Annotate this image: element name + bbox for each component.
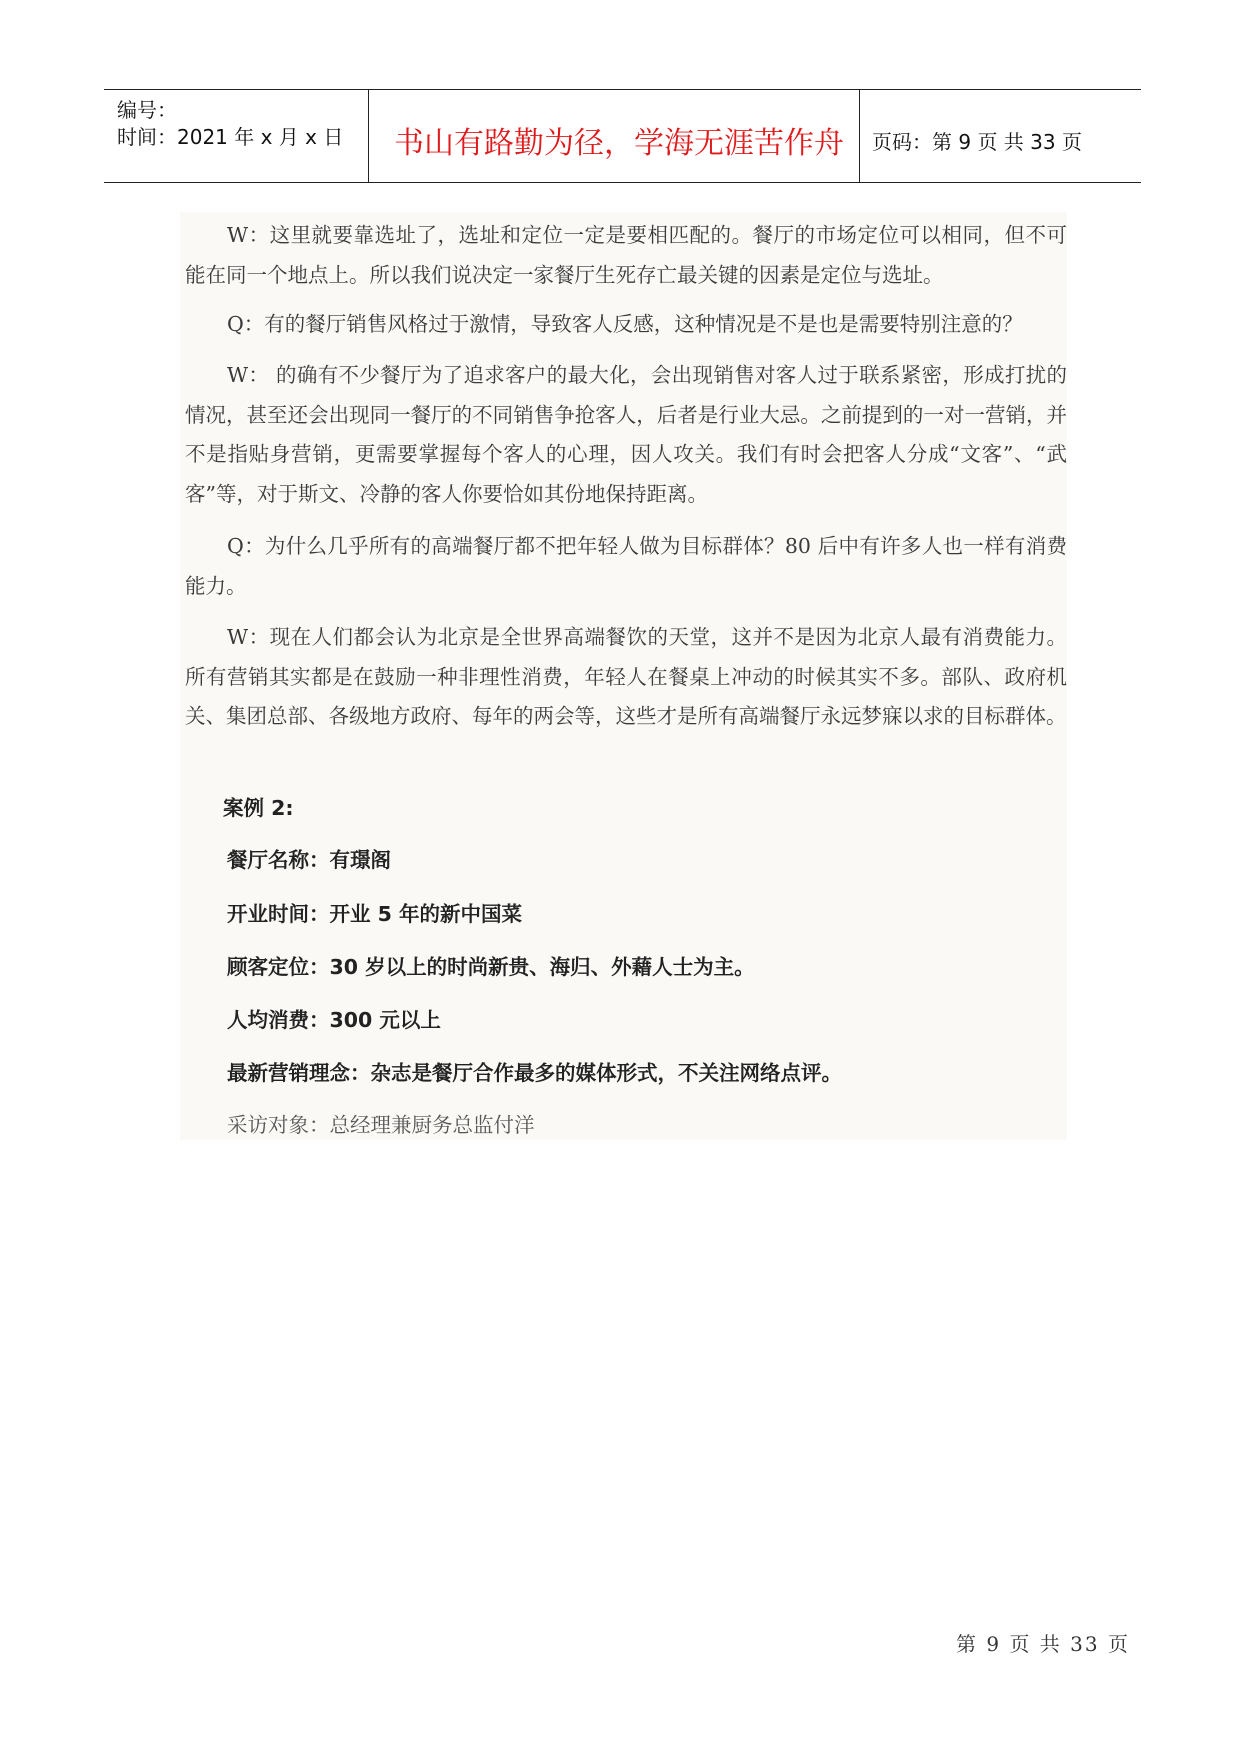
- case-restaurant-name: 餐厅名称：有璟阁: [227, 848, 391, 872]
- case-average-spending: 人均消费：300 元以上: [227, 1008, 441, 1032]
- paragraph-answer-target-group: W：现在人们都会认为北京是全世界高端餐饮的天堂，这并不是因为北京人最有消费能力。所有营销其实都是在鼓励一种非理性消费，年轻人在餐桌上冲动的时候其实不多。部队、政府机关、集团总部、各级地方政府、每年的两会等，这些才是所有高端餐厅永远梦寐以求的目标群体。: [185, 625, 1067, 728]
- header-bottom-rule: [104, 182, 1141, 183]
- header-divider-left: [368, 89, 369, 182]
- paragraph-question-young-customers: Q：为什么几乎所有的高端餐厅都不把年轻人做为目标群体？80 后中有许多人也一样有消费能力。: [185, 534, 1067, 598]
- case-customer-positioning: 顾客定位：30 岁以上的时尚新贵、海归、外藉人士为主。: [227, 955, 755, 979]
- case-opening-time: 开业时间：开业 5 年的新中国菜: [227, 902, 523, 926]
- header-divider-right: [859, 89, 860, 182]
- case-title: 案例 2:: [223, 796, 294, 820]
- header-top-rule: [104, 89, 1141, 90]
- header-page-label: 页码：第 9 页 共 33 页: [872, 130, 1082, 154]
- header-number-label: 编号：: [117, 98, 177, 122]
- paragraph-question-sales-style: Q：有的餐厅销售风格过于激情，导致客人反感，这种情况是不是也是需要特别注意的？: [227, 312, 1023, 336]
- case-interviewee: 采访对象：总经理兼厨务总监付洋: [227, 1113, 535, 1137]
- paragraph-answer-sales-style: W： 的确有不少餐厅为了追求客户的最大化，会出现销售对客人过于联系紧密，形成打扰的情况，甚至还会出现同一餐厅的不同销售争抢客人，后者是行业大忌。之前提到的一对一营销，并不是指贴身营销，更需要掌握每个客人的心理，因人攻关。我们有时会把客人分成“文客”、“武客”等，对于斯文、冷静的客人你要恰如其份地保持距离。: [185, 363, 1067, 506]
- case-marketing-concept: 最新营销理念：杂志是餐厅合作最多的媒体形式，不关注网络点评。: [227, 1061, 842, 1085]
- paragraph-answer-location: W：这里就要靠选址了，选址和定位一定是要相匹配的。餐厅的市场定位可以相同，但不可能在同一个地点上。所以我们说决定一家餐厅生死存亡最关键的因素是定位与选址。: [185, 223, 1067, 287]
- header-time-label: 时间：2021 年 x 月 x 日: [117, 125, 344, 149]
- footer-page-number: 第 9 页 共 33 页: [956, 1632, 1130, 1656]
- header-motto: 书山有路勤为径，学海无涯苦作舟: [394, 126, 844, 161]
